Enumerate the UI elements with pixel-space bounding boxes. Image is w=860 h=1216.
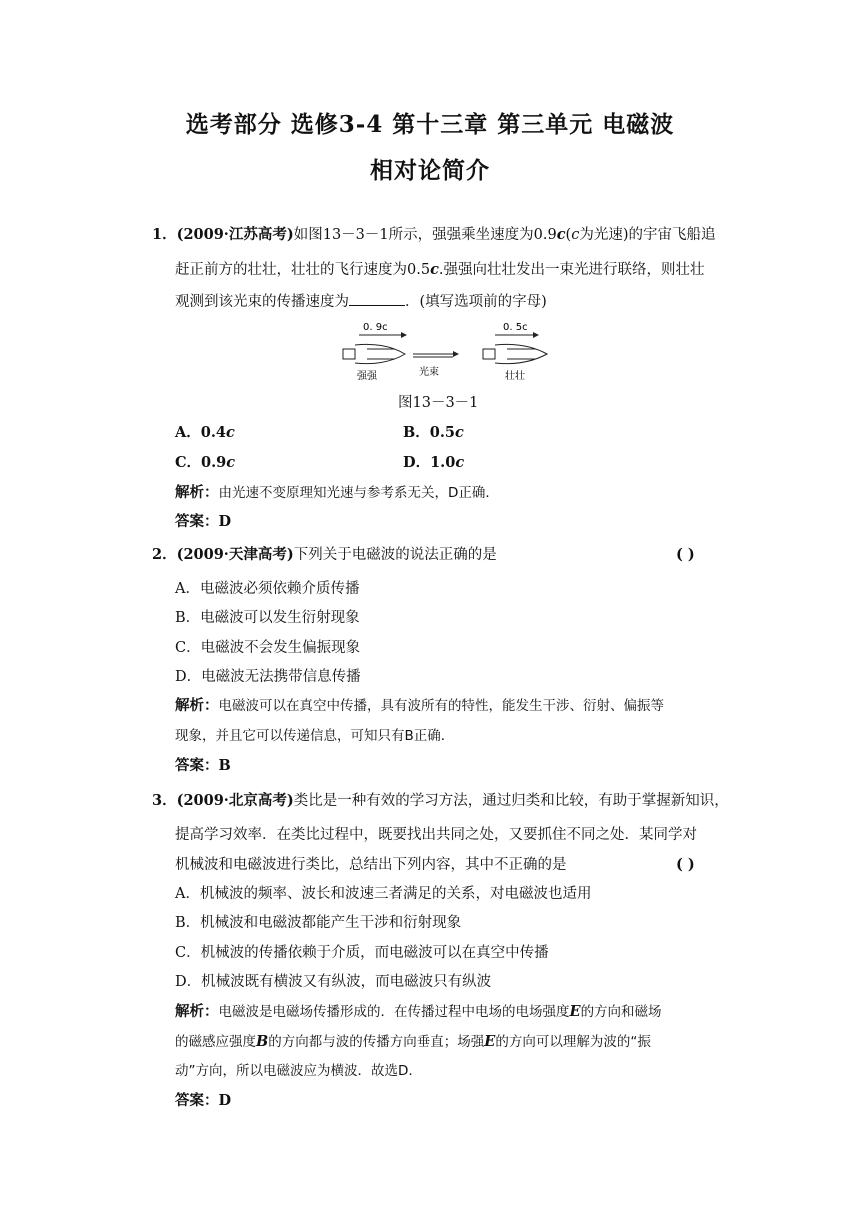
arrowhead <box>401 332 407 338</box>
q1-answer: 答案：D <box>175 513 232 530</box>
page-title-line2: 相对论简介 <box>370 157 490 184</box>
q1-text: ( <box>565 227 572 243</box>
analysis-text: 的方向和磁场 <box>580 1004 662 1020</box>
q1-var: c <box>430 261 439 278</box>
q3-answer-paren: ( ) <box>676 856 695 873</box>
option-unit: c <box>454 424 464 441</box>
analysis-text: 的方向可以理解为波的“振 <box>495 1034 651 1050</box>
label-zhuangzhuang: 壮壮 <box>505 371 525 382</box>
q2-text: 下列关于电磁波的说法正确的是 <box>293 547 497 563</box>
analysis-label: 解析： <box>175 697 219 714</box>
q1-option-c <box>175 454 235 472</box>
q3-answer: 答案：D <box>175 1092 232 1109</box>
q2-source: (2009·天津高考) <box>176 546 294 563</box>
q3-line2: 提高学习效率．在类比过程中，既要找出共同之处，又要抓住不同之处．某同学对 <box>175 827 697 843</box>
analysis-text: 由光速不变原理知光速与参考系无关，D正确． <box>218 485 499 501</box>
q1-analysis <box>175 484 499 502</box>
q1-var: c <box>571 227 580 243</box>
q1-option-b <box>403 424 464 442</box>
option-unit: c <box>455 454 465 471</box>
q2-answer: 答案：B <box>175 757 231 774</box>
analysis-text: 的方向都与波的传播方向垂直；场强 <box>268 1034 485 1050</box>
analysis-text: 电磁波是电磁场传播形成的．在传播过程中电场的电场强度 <box>218 1004 570 1020</box>
q2-answer-paren: ( ) <box>676 546 695 563</box>
analysis-label: 解析： <box>175 1003 219 1020</box>
q1-text: .强强向壮壮发出一束光进行联络，则壮壮 <box>438 262 705 278</box>
q2-number: 2． <box>152 546 177 563</box>
q2-option-c: C．电磁波不会发生偏振现象 <box>175 640 361 656</box>
var-b: B <box>256 1033 269 1050</box>
q1-line1 <box>152 226 716 244</box>
q3-option-a: A．机械波的频率、波长和波速三者满足的关系，对电磁波也适用 <box>175 886 592 902</box>
q3-number: 3． <box>152 792 177 809</box>
spaceship-figure <box>335 316 565 384</box>
q1-text: 为光速)的宇宙飞船追 <box>579 227 716 243</box>
q3-option-c: C．机械波的传播依赖于介质，而电磁波可以在真空中传播 <box>175 945 549 961</box>
analysis-text: 电磁波可以在真空中传播，具有波所有的特性，能发生干涉、衍射、偏振等 <box>218 698 664 714</box>
option-unit: c <box>226 454 236 471</box>
page-title-line1: 选考部分 选修3-4 第十三章 第三单元 电磁波 <box>185 111 675 138</box>
speed-right-label: 0. 5c <box>503 322 528 333</box>
label-light-beam: 光束 <box>419 367 439 378</box>
q1-var: c <box>556 226 566 243</box>
option-text: A．0.4 <box>175 424 226 441</box>
q1-line2 <box>175 261 705 279</box>
q2-analysis-2: 现象，并且它可以传递信息，可知只有B正确． <box>175 728 455 744</box>
spaceship-right <box>483 344 547 363</box>
figure-caption: 图13－3－1 <box>398 395 479 411</box>
option-text: C．0.9 <box>175 454 227 471</box>
q3-line1 <box>152 792 729 810</box>
analysis-text: 的磁感应强度 <box>175 1034 256 1050</box>
q3-analysis-1 <box>175 1003 662 1021</box>
q3-analysis-2 <box>175 1033 651 1051</box>
label-qiangqiang: 强强 <box>357 371 377 382</box>
q1-number: 1． <box>152 226 177 243</box>
q3-line3: 机械波和电磁波进行类比，总结出下列内容，其中不正确的是 <box>175 857 567 873</box>
spaceship-left <box>343 344 405 363</box>
option-text: B．0.5 <box>403 424 455 441</box>
q1-text: ．(填写选项前的字母) <box>405 294 547 310</box>
arrowhead <box>533 332 539 338</box>
q2-option-d: D．电磁波无法携带信息传播 <box>175 669 361 685</box>
q3-option-d: D．机械波既有横波又有纵波，而电磁波只有纵波 <box>175 974 492 990</box>
q1-source: (2009·江苏高考) <box>176 226 294 243</box>
var-e: E <box>484 1033 496 1050</box>
q1-option-a <box>175 424 235 442</box>
q1-text: 如图13－3－1所示，强强乘坐速度为0.9 <box>293 227 557 243</box>
speed-left-label: 0. 9c <box>363 322 388 333</box>
q3-option-b: B．机械波和电磁波都能产生干涉和衍射现象 <box>175 915 462 931</box>
q1-line3 <box>175 293 547 311</box>
option-unit: c <box>225 424 235 441</box>
q3-analysis-3: 动”方向，所以电磁波应为横波．故选D. <box>175 1063 413 1079</box>
option-text: D．1.0 <box>403 454 456 471</box>
q1-text: 观测到该光束的传播速度为 <box>175 294 349 310</box>
q2-option-a: A．电磁波必须依赖介质传播 <box>175 581 360 597</box>
q2-stem <box>152 546 497 564</box>
q2-option-b: B．电磁波可以发生衍射现象 <box>175 610 360 626</box>
q1-text: 赶正前方的壮壮，壮壮的飞行速度为0.5 <box>175 262 431 278</box>
answer-blank[interactable] <box>349 293 405 306</box>
q3-text: 类比是一种有效的学习方法，通过归类和比较，有助于掌握新知识， <box>293 793 729 809</box>
q2-analysis-1 <box>175 697 664 715</box>
var-e: E <box>569 1003 581 1020</box>
arrowhead <box>453 351 459 357</box>
q1-option-d <box>403 454 464 472</box>
analysis-label: 解析： <box>175 484 219 501</box>
q3-source: (2009·北京高考) <box>176 792 294 809</box>
